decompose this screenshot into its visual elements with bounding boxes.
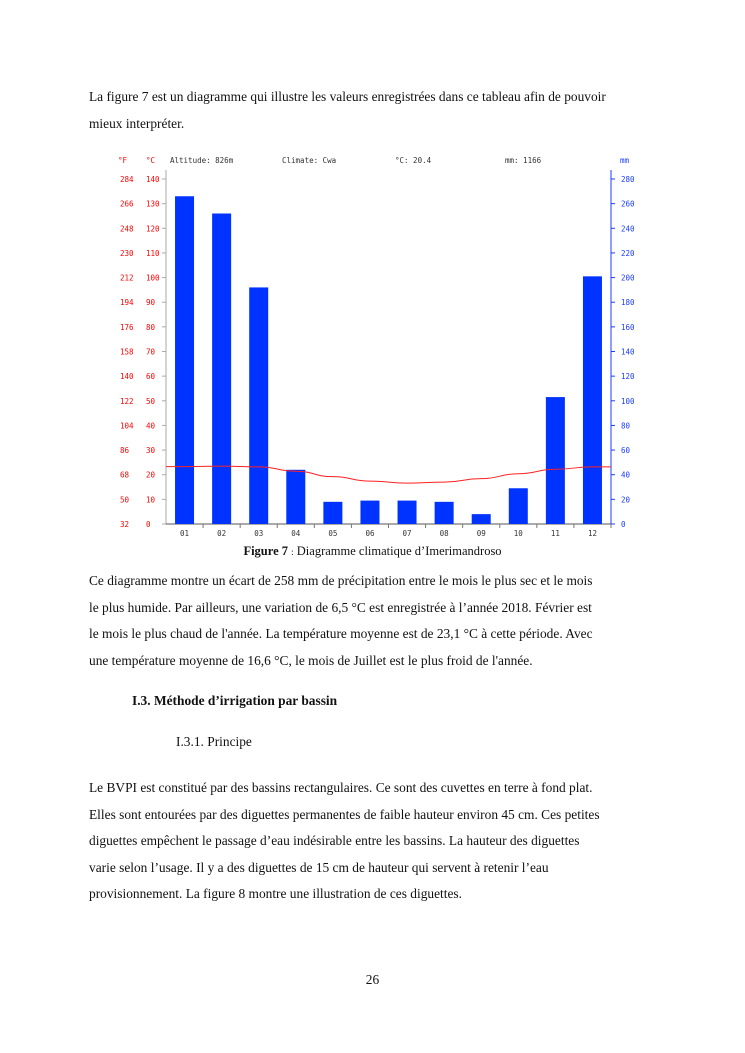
precip-bar <box>398 501 417 524</box>
unit-f-label: °F <box>118 156 128 165</box>
f-tick-label: 104 <box>120 421 134 431</box>
precip-bar <box>546 397 565 524</box>
principe-line: provisionnement. La figure 8 montre une illustration de ces diguettes. <box>89 886 462 901</box>
c-tick-label: 120 <box>146 224 160 234</box>
mm-tick-label: 0 <box>621 520 626 529</box>
f-tick-label: 194 <box>120 298 134 308</box>
precip-bar <box>323 502 342 524</box>
mm-tick-label: 260 <box>621 199 635 209</box>
page-number: 26 <box>365 972 380 987</box>
c-tick-label: 50 <box>146 396 156 406</box>
c-tick-label: 100 <box>146 273 160 283</box>
f-tick-label: 50 <box>120 495 130 505</box>
c-tick-label: 110 <box>146 248 160 258</box>
c-tick-label: 140 <box>146 175 160 184</box>
f-tick-label: 158 <box>120 347 134 357</box>
principe-line: diguettes empêchent le passage d’eau indésirable entre les bassins. La hauteur des diguettes <box>89 833 580 848</box>
temperature-line <box>166 466 611 483</box>
f-tick-label: 68 <box>120 470 130 480</box>
c-tick-label: 90 <box>146 298 156 308</box>
month-label: 04 <box>291 529 301 538</box>
precip-bar <box>249 287 268 524</box>
month-label: 07 <box>402 529 412 538</box>
month-label: 11 <box>550 529 560 538</box>
month-label: 06 <box>365 529 375 538</box>
caption-separator: : <box>291 547 294 557</box>
header-precip: mm: 1166 <box>505 156 542 165</box>
caption-label: Figure 7 <box>243 544 288 558</box>
precip-bar <box>435 502 454 524</box>
f-tick-label: 266 <box>120 199 134 209</box>
c-tick-label: 60 <box>146 372 156 382</box>
unit-c-label: °C <box>146 156 156 165</box>
header-altitude: Altitude: 826m <box>170 156 234 165</box>
mm-tick-label: 60 <box>621 446 631 456</box>
f-tick-label: 212 <box>120 273 134 283</box>
precip-bar <box>583 276 602 524</box>
principe-line: Le BVPI est constitué par des bassins rectangulaires. Ce sont des cuvettes en terre à fond plat. <box>89 780 593 795</box>
section-heading: I.3. Méthode d’irrigation par bassin <box>132 693 338 708</box>
header-temp: °C: 20.4 <box>395 156 432 165</box>
f-tick-label: 86 <box>120 446 130 456</box>
unit-mm-label: mm <box>620 156 630 165</box>
c-tick-label: 0 <box>146 520 151 529</box>
mm-tick-label: 160 <box>621 322 635 332</box>
f-tick-label: 176 <box>120 322 134 332</box>
mm-tick-label: 280 <box>621 175 635 184</box>
principe-line: Elles sont entourées par des diguettes permanentes de faible hauteur environ 45 cm. Ces petites <box>89 806 600 822</box>
c-tick-label: 70 <box>146 347 156 357</box>
analysis-line: une température moyenne de 16,6 °C, le mois de Juillet est le plus froid de l'année. <box>89 652 533 668</box>
precip-bar <box>509 488 528 524</box>
month-label: 12 <box>587 529 597 538</box>
month-label: 01 <box>180 529 190 538</box>
c-tick-label: 40 <box>146 421 156 431</box>
precip-bar <box>472 514 491 524</box>
climate-chart-svg <box>110 152 640 542</box>
f-tick-label: 122 <box>120 396 134 406</box>
mm-tick-label: 100 <box>621 396 635 406</box>
analysis-line: le plus humide. Par ailleurs, une variation de 6,5 °C est enregistrée à l’année 2018. Février est <box>89 599 592 615</box>
principe-line: varie selon l’usage. Il y a des diguettes de 15 cm de hauteur qui servent à retenir l’eau <box>89 859 549 875</box>
f-tick-label: 230 <box>120 248 134 258</box>
intro-line: mieux interpréter. <box>89 115 185 131</box>
mm-tick-label: 180 <box>621 298 635 308</box>
precip-bar <box>286 470 305 524</box>
precip-bar <box>360 501 379 524</box>
c-tick-label: 30 <box>146 446 156 456</box>
mm-tick-label: 20 <box>621 495 631 505</box>
subsection-heading: I.3.1. Principe <box>176 734 252 749</box>
header-climate: Climate: Cwa <box>282 156 337 165</box>
month-label: 05 <box>328 529 338 538</box>
f-tick-label: 284 <box>120 175 134 184</box>
mm-tick-label: 140 <box>621 347 635 357</box>
mm-tick-label: 80 <box>621 421 631 431</box>
c-tick-label: 10 <box>146 495 156 505</box>
analysis-line: le mois le plus chaud de l'année. La température moyenne est de 23,1 °C à cette période. Avec <box>89 626 593 641</box>
analysis-line: Ce diagramme montre un écart de 258 mm de précipitation entre le mois le plus sec et le mois <box>89 573 593 588</box>
month-label: 08 <box>439 529 449 538</box>
mm-tick-label: 240 <box>621 224 635 234</box>
analysis-paragraph <box>89 568 656 674</box>
month-label: 02 <box>217 529 227 538</box>
mm-tick-label: 40 <box>621 470 631 480</box>
precip-bar <box>175 196 194 524</box>
month-label: 03 <box>254 529 264 538</box>
mm-tick-label: 120 <box>621 372 635 382</box>
c-tick-label: 20 <box>146 470 156 480</box>
intro-paragraph <box>89 84 656 137</box>
month-label: 10 <box>513 529 523 538</box>
mm-tick-label: 200 <box>621 273 635 283</box>
intro-line: La figure 7 est un diagramme qui illustre les valeurs enregistrées dans ce tableau afin de pouvoir <box>89 89 606 104</box>
mm-tick-label: 220 <box>621 248 635 258</box>
f-tick-label: 140 <box>120 372 134 382</box>
f-tick-label: 248 <box>120 224 134 234</box>
month-label: 09 <box>476 529 486 538</box>
caption-text: Diagramme climatique d’Imerimandroso <box>296 544 502 558</box>
c-tick-label: 80 <box>146 322 156 332</box>
precip-bar <box>212 214 231 525</box>
climate-chart <box>110 152 640 542</box>
c-tick-label: 130 <box>146 199 160 209</box>
f-tick-label: 32 <box>120 520 130 529</box>
figure-caption <box>0 544 745 559</box>
principe-paragraph <box>89 775 656 908</box>
